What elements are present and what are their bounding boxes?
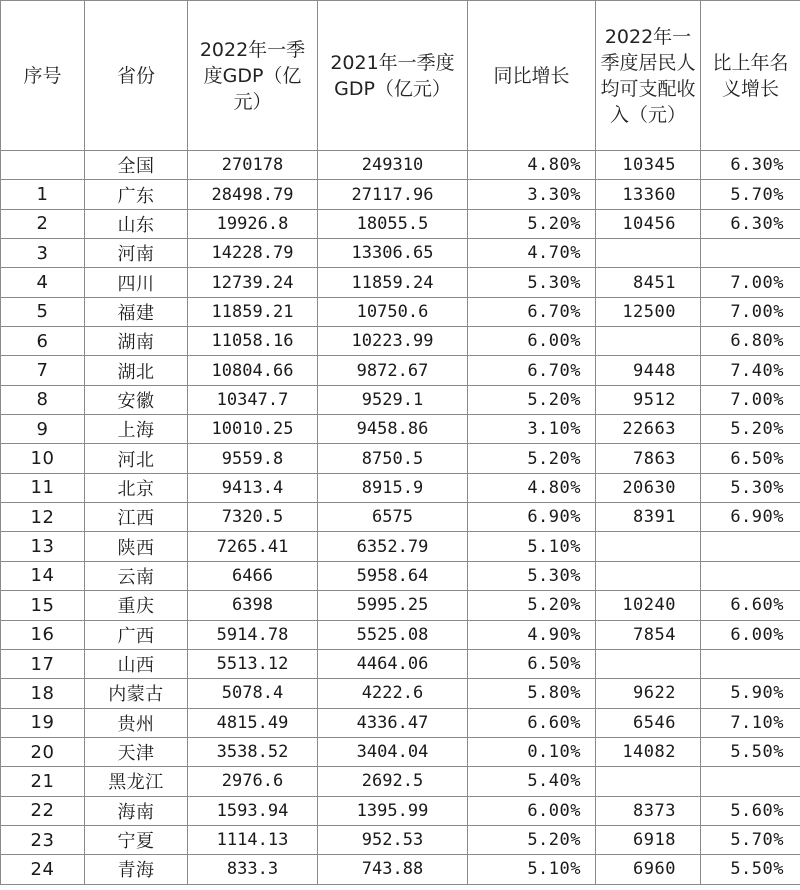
cell-province: 湖北	[85, 356, 188, 385]
cell-yoy-growth: 6.70%	[468, 297, 596, 326]
table-body	[1, 151, 800, 885]
cell-province: 贵州	[85, 708, 188, 737]
cell-yoy-growth: 0.10%	[468, 737, 596, 766]
cell-income	[596, 649, 701, 678]
cell-nominal-growth: 7.00%	[701, 297, 800, 326]
cell-seq: 17	[1, 649, 85, 678]
cell-gdp-2022: 9559.8	[188, 444, 318, 473]
cell-nominal-growth: 6.00%	[701, 620, 800, 649]
cell-gdp-2021: 6575	[318, 503, 468, 532]
cell-seq: 14	[1, 561, 85, 590]
cell-province: 山西	[85, 649, 188, 678]
cell-province: 内蒙古	[85, 679, 188, 708]
table-row	[1, 444, 800, 473]
cell-nominal-growth: 7.40%	[701, 356, 800, 385]
cell-yoy-growth: 5.10%	[468, 532, 596, 561]
cell-province: 福建	[85, 297, 188, 326]
cell-yoy-growth: 6.50%	[468, 649, 596, 678]
cell-yoy-growth: 6.70%	[468, 356, 596, 385]
cell-seq: 8	[1, 385, 85, 414]
cell-nominal-growth	[701, 767, 800, 796]
cell-nominal-growth	[701, 532, 800, 561]
cell-nominal-growth: 7.00%	[701, 268, 800, 297]
cell-gdp-2021: 27117.96	[318, 180, 468, 209]
cell-yoy-growth: 6.00%	[468, 327, 596, 356]
table-row	[1, 503, 800, 532]
cell-income: 6918	[596, 825, 701, 854]
cell-gdp-2022: 10804.66	[188, 356, 318, 385]
header-gdp-2022: 2022年一季度GDP（亿元）	[188, 1, 318, 151]
table-row	[1, 591, 800, 620]
cell-nominal-growth: 6.90%	[701, 503, 800, 532]
cell-gdp-2021: 3404.04	[318, 737, 468, 766]
cell-province: 四川	[85, 268, 188, 297]
cell-seq: 13	[1, 532, 85, 561]
cell-province: 重庆	[85, 591, 188, 620]
cell-yoy-growth: 5.10%	[468, 855, 596, 884]
cell-income: 20630	[596, 473, 701, 502]
cell-gdp-2021: 4464.06	[318, 649, 468, 678]
cell-gdp-2022: 11859.21	[188, 297, 318, 326]
cell-nominal-growth: 7.00%	[701, 385, 800, 414]
cell-province: 陕西	[85, 532, 188, 561]
cell-gdp-2022: 11058.16	[188, 327, 318, 356]
cell-gdp-2022: 12739.24	[188, 268, 318, 297]
cell-gdp-2021: 9529.1	[318, 385, 468, 414]
cell-yoy-growth: 3.10%	[468, 415, 596, 444]
cell-income: 13360	[596, 180, 701, 209]
header-income: 2022年一季度居民人均可支配收入（元）	[596, 1, 701, 151]
cell-nominal-growth: 5.60%	[701, 796, 800, 825]
cell-gdp-2022: 7320.5	[188, 503, 318, 532]
cell-province: 宁夏	[85, 825, 188, 854]
table-row	[1, 679, 800, 708]
cell-seq: 22	[1, 796, 85, 825]
cell-gdp-2021: 13306.65	[318, 239, 468, 268]
cell-yoy-growth: 5.80%	[468, 679, 596, 708]
cell-gdp-2021: 8915.9	[318, 473, 468, 502]
cell-gdp-2021: 2692.5	[318, 767, 468, 796]
cell-income: 7863	[596, 444, 701, 473]
cell-gdp-2022: 833.3	[188, 855, 318, 884]
cell-seq: 20	[1, 737, 85, 766]
cell-province: 青海	[85, 855, 188, 884]
cell-gdp-2022: 5513.12	[188, 649, 318, 678]
table-row	[1, 649, 800, 678]
cell-income: 10456	[596, 209, 701, 238]
cell-province: 河南	[85, 239, 188, 268]
cell-province: 湖南	[85, 327, 188, 356]
cell-seq: 19	[1, 708, 85, 737]
cell-yoy-growth: 5.20%	[468, 825, 596, 854]
table-row	[1, 297, 800, 326]
cell-gdp-2022: 10010.25	[188, 415, 318, 444]
cell-gdp-2021: 9872.67	[318, 356, 468, 385]
cell-province: 安徽	[85, 385, 188, 414]
cell-gdp-2021: 4222.6	[318, 679, 468, 708]
cell-yoy-growth: 5.30%	[468, 268, 596, 297]
cell-income: 14082	[596, 737, 701, 766]
cell-nominal-growth: 5.30%	[701, 473, 800, 502]
cell-seq: 12	[1, 503, 85, 532]
cell-gdp-2021: 5995.25	[318, 591, 468, 620]
table-row	[1, 356, 800, 385]
cell-nominal-growth: 5.20%	[701, 415, 800, 444]
cell-seq: 24	[1, 855, 85, 884]
cell-nominal-growth	[701, 239, 800, 268]
cell-province: 海南	[85, 796, 188, 825]
cell-income: 6960	[596, 855, 701, 884]
cell-income: 7854	[596, 620, 701, 649]
cell-yoy-growth: 5.40%	[468, 767, 596, 796]
cell-gdp-2021: 5525.08	[318, 620, 468, 649]
table-row	[1, 796, 800, 825]
header-row	[1, 1, 800, 151]
cell-gdp-2022: 270178	[188, 151, 318, 180]
table-row	[1, 180, 800, 209]
cell-gdp-2022: 4815.49	[188, 708, 318, 737]
cell-yoy-growth: 4.90%	[468, 620, 596, 649]
cell-yoy-growth: 3.30%	[468, 180, 596, 209]
table-row	[1, 415, 800, 444]
cell-province: 河北	[85, 444, 188, 473]
cell-seq: 15	[1, 591, 85, 620]
table-row	[1, 825, 800, 854]
cell-seq: 6	[1, 327, 85, 356]
cell-nominal-growth	[701, 649, 800, 678]
cell-province: 上海	[85, 415, 188, 444]
table-row	[1, 561, 800, 590]
header-province: 省份	[85, 1, 188, 151]
table-row	[1, 239, 800, 268]
cell-gdp-2022: 6398	[188, 591, 318, 620]
cell-seq	[1, 151, 85, 180]
cell-nominal-growth: 6.30%	[701, 209, 800, 238]
cell-seq: 4	[1, 268, 85, 297]
cell-gdp-2022: 5078.4	[188, 679, 318, 708]
cell-gdp-2022: 1114.13	[188, 825, 318, 854]
cell-gdp-2021: 10223.99	[318, 327, 468, 356]
table-row	[1, 708, 800, 737]
table-row	[1, 209, 800, 238]
cell-gdp-2021: 18055.5	[318, 209, 468, 238]
cell-yoy-growth: 4.80%	[468, 151, 596, 180]
cell-income	[596, 327, 701, 356]
cell-gdp-2022: 9413.4	[188, 473, 318, 502]
cell-gdp-2021: 5958.64	[318, 561, 468, 590]
cell-income: 10345	[596, 151, 701, 180]
cell-gdp-2021: 249310	[318, 151, 468, 180]
cell-yoy-growth: 6.00%	[468, 796, 596, 825]
cell-income: 12500	[596, 297, 701, 326]
cell-province: 云南	[85, 561, 188, 590]
table-row	[1, 737, 800, 766]
cell-income: 8373	[596, 796, 701, 825]
cell-gdp-2021: 4336.47	[318, 708, 468, 737]
table-row	[1, 327, 800, 356]
cell-gdp-2021: 6352.79	[318, 532, 468, 561]
cell-seq: 3	[1, 239, 85, 268]
cell-income: 10240	[596, 591, 701, 620]
cell-nominal-growth: 6.60%	[701, 591, 800, 620]
cell-seq: 21	[1, 767, 85, 796]
cell-income	[596, 561, 701, 590]
cell-province: 山东	[85, 209, 188, 238]
table-row	[1, 151, 800, 180]
cell-province: 黑龙江	[85, 767, 188, 796]
cell-nominal-growth: 5.50%	[701, 737, 800, 766]
header-nominal-growth: 比上年名义增长	[701, 1, 800, 151]
cell-nominal-growth: 5.90%	[701, 679, 800, 708]
cell-yoy-growth: 4.70%	[468, 239, 596, 268]
cell-gdp-2022: 1593.94	[188, 796, 318, 825]
cell-seq: 7	[1, 356, 85, 385]
cell-province: 江西	[85, 503, 188, 532]
cell-gdp-2021: 8750.5	[318, 444, 468, 473]
cell-nominal-growth: 5.50%	[701, 855, 800, 884]
cell-income: 8451	[596, 268, 701, 297]
cell-province: 广东	[85, 180, 188, 209]
cell-gdp-2022: 10347.7	[188, 385, 318, 414]
cell-nominal-growth: 7.10%	[701, 708, 800, 737]
cell-seq: 5	[1, 297, 85, 326]
cell-yoy-growth: 6.90%	[468, 503, 596, 532]
cell-gdp-2021: 743.88	[318, 855, 468, 884]
table-row	[1, 855, 800, 884]
cell-nominal-growth: 6.30%	[701, 151, 800, 180]
cell-nominal-growth: 6.50%	[701, 444, 800, 473]
cell-income: 22663	[596, 415, 701, 444]
cell-yoy-growth: 6.60%	[468, 708, 596, 737]
header-yoy-growth: 同比增长	[468, 1, 596, 151]
cell-province: 北京	[85, 473, 188, 502]
cell-gdp-2021: 9458.86	[318, 415, 468, 444]
cell-province: 全国	[85, 151, 188, 180]
cell-yoy-growth: 5.30%	[468, 561, 596, 590]
cell-seq: 16	[1, 620, 85, 649]
cell-seq: 10	[1, 444, 85, 473]
cell-income	[596, 239, 701, 268]
cell-gdp-2021: 10750.6	[318, 297, 468, 326]
cell-yoy-growth: 4.80%	[468, 473, 596, 502]
table-row	[1, 473, 800, 502]
cell-province: 广西	[85, 620, 188, 649]
cell-seq: 1	[1, 180, 85, 209]
cell-gdp-2022: 5914.78	[188, 620, 318, 649]
cell-nominal-growth: 5.70%	[701, 180, 800, 209]
header-seq: 序号	[1, 1, 85, 151]
cell-income: 9448	[596, 356, 701, 385]
cell-yoy-growth: 5.20%	[468, 591, 596, 620]
cell-seq: 18	[1, 679, 85, 708]
table-row	[1, 268, 800, 297]
table-row	[1, 767, 800, 796]
cell-province: 天津	[85, 737, 188, 766]
cell-nominal-growth: 6.80%	[701, 327, 800, 356]
cell-gdp-2022: 2976.6	[188, 767, 318, 796]
cell-income: 8391	[596, 503, 701, 532]
cell-gdp-2022: 3538.52	[188, 737, 318, 766]
cell-seq: 11	[1, 473, 85, 502]
cell-income: 6546	[596, 708, 701, 737]
cell-gdp-2022: 14228.79	[188, 239, 318, 268]
cell-gdp-2022: 6466	[188, 561, 318, 590]
table-row	[1, 385, 800, 414]
cell-seq: 9	[1, 415, 85, 444]
table-header	[1, 1, 800, 151]
cell-income: 9512	[596, 385, 701, 414]
cell-gdp-2022: 7265.41	[188, 532, 318, 561]
table-row	[1, 532, 800, 561]
header-gdp-2021: 2021年一季度GDP（亿元）	[318, 1, 468, 151]
cell-yoy-growth: 5.20%	[468, 385, 596, 414]
cell-nominal-growth: 5.70%	[701, 825, 800, 854]
cell-income	[596, 532, 701, 561]
cell-income	[596, 767, 701, 796]
cell-income: 9622	[596, 679, 701, 708]
cell-nominal-growth	[701, 561, 800, 590]
cell-gdp-2021: 11859.24	[318, 268, 468, 297]
cell-yoy-growth: 5.20%	[468, 444, 596, 473]
cell-gdp-2021: 1395.99	[318, 796, 468, 825]
cell-gdp-2022: 19926.8	[188, 209, 318, 238]
cell-gdp-2021: 952.53	[318, 825, 468, 854]
cell-seq: 2	[1, 209, 85, 238]
cell-gdp-2022: 28498.79	[188, 180, 318, 209]
cell-seq: 23	[1, 825, 85, 854]
table-row	[1, 620, 800, 649]
cell-yoy-growth: 5.20%	[468, 209, 596, 238]
